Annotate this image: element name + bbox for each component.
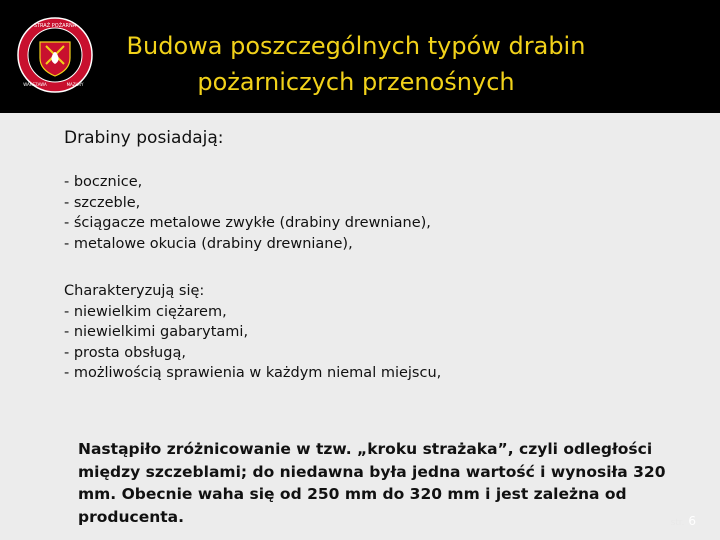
- title-line-2: pożarniczych przenośnych: [197, 68, 515, 96]
- page-title: [96, 28, 616, 100]
- features-heading: Charakteryzują się:: [64, 283, 205, 299]
- note-paragraph: Nastąpiło zróżnicowanie w tzw. „kroku strażaka”, czyli odległości między szczeblami; do niedawna była jedna wartość i wynosiła 320 mm. Obecnie waha się od 250 mm do 320 mm i jest zależna od producenta.: [78, 440, 666, 526]
- badge-text-left: WARSZAWA: [23, 82, 47, 87]
- slide-number: [671, 514, 696, 528]
- list-item: - ściągacze metalowe zwykłe (drabiny drewniane),: [64, 215, 431, 231]
- list-item: - niewielkimi gabarytami,: [64, 324, 249, 340]
- slide-number-value: 6: [688, 514, 696, 528]
- badge-text-top: STRAŻ POŻARNA: [33, 23, 77, 29]
- header-bar: [0, 0, 720, 113]
- slide-number-prefix: str.: [670, 518, 685, 528]
- list-item: - szczeble,: [64, 194, 141, 211]
- parts-heading: Drabiny posiadają:: [64, 128, 224, 148]
- title-line-1: Budowa poszczególnych typów drabin: [126, 32, 586, 60]
- slide-content: [64, 126, 684, 384]
- list-item: - niewielkim ciężarem,: [64, 303, 227, 320]
- list-item: - prosta obsługą,: [64, 344, 186, 361]
- list-item: - możliwością sprawienia w każdym niemal miejscu,: [64, 365, 442, 381]
- list-item: - bocznice,: [64, 174, 143, 190]
- list-item: - metalowe okucia (drabiny drewniane),: [64, 235, 353, 252]
- parts-list: [64, 172, 684, 254]
- badge-text-right: MAZURY: [66, 82, 84, 87]
- fire-brigade-badge-icon: [16, 16, 94, 94]
- features-list: [64, 281, 684, 384]
